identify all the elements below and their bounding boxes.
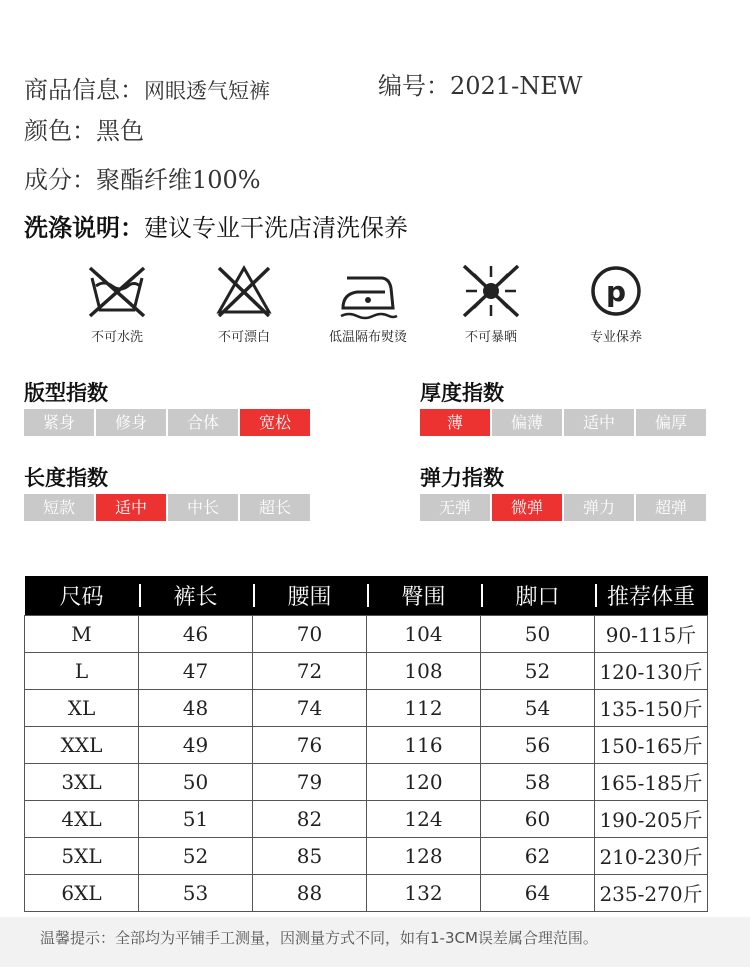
elasticity-option: 无弹 bbox=[420, 494, 490, 521]
table-cell: 120-130斤 bbox=[595, 652, 708, 689]
length-index-bar bbox=[24, 494, 312, 521]
table-cell: 50 bbox=[139, 763, 253, 800]
low-iron-cloth-icon bbox=[337, 262, 399, 320]
care-item-no-bleach bbox=[184, 262, 304, 345]
table-cell: 72 bbox=[253, 652, 367, 689]
fit-option: 修身 bbox=[96, 409, 166, 436]
thickness-option: 偏薄 bbox=[492, 409, 562, 436]
composition-value: 聚酯纤维100% bbox=[96, 166, 261, 194]
table-row bbox=[25, 689, 708, 726]
color-value: 黑色 bbox=[96, 117, 144, 145]
svg-text:p: p bbox=[605, 275, 627, 308]
care-item-no-wash bbox=[57, 262, 177, 345]
size-table-header bbox=[25, 576, 708, 615]
fit-option: 紧身 bbox=[24, 409, 94, 436]
elasticity-option: 微弹 bbox=[492, 494, 562, 521]
product-code-label: 编号： bbox=[378, 72, 450, 100]
composition-label: 成分： bbox=[24, 166, 96, 194]
product-code-value: 2021-NEW bbox=[450, 72, 583, 100]
thickness-option: 薄 bbox=[420, 409, 490, 436]
table-cell: 116 bbox=[367, 726, 481, 763]
table-cell: XXL bbox=[25, 726, 139, 763]
length-option: 短款 bbox=[24, 494, 94, 521]
column-header: 腰围 bbox=[253, 576, 367, 615]
table-cell: 48 bbox=[139, 689, 253, 726]
table-cell: 104 bbox=[367, 615, 481, 652]
product-info-value: 网眼透气短裤 bbox=[144, 79, 270, 103]
table-cell: 90-115斤 bbox=[595, 615, 708, 652]
product-code-line bbox=[378, 66, 582, 101]
care-label: 不可漂白 bbox=[217, 330, 270, 345]
wash-instructions-label: 洗涤说明： bbox=[24, 214, 144, 242]
table-cell: 112 bbox=[367, 689, 481, 726]
product-info-line bbox=[24, 70, 270, 105]
table-row bbox=[25, 652, 708, 689]
table-row bbox=[25, 726, 708, 763]
elasticity-index-bar bbox=[420, 494, 708, 521]
table-cell: 60 bbox=[481, 800, 595, 837]
table-cell: 62 bbox=[481, 837, 595, 874]
care-item-no-sun bbox=[431, 262, 551, 345]
care-item-professional bbox=[556, 262, 676, 345]
table-cell: 56 bbox=[481, 726, 595, 763]
table-cell: 47 bbox=[139, 652, 253, 689]
professional-care-icon bbox=[585, 262, 647, 320]
elasticity-option: 弹力 bbox=[564, 494, 634, 521]
table-cell: 3XL bbox=[25, 763, 139, 800]
table-cell: 76 bbox=[253, 726, 367, 763]
care-label: 不可水洗 bbox=[90, 330, 143, 345]
table-cell: M bbox=[25, 615, 139, 652]
table-cell: 58 bbox=[481, 763, 595, 800]
table-cell: 108 bbox=[367, 652, 481, 689]
care-label: 不可暴晒 bbox=[464, 330, 517, 345]
table-cell: 74 bbox=[253, 689, 367, 726]
footer-note bbox=[0, 917, 750, 967]
table-cell: 6XL bbox=[25, 874, 139, 911]
no-wash-icon bbox=[86, 262, 148, 320]
column-header: 推荐体重 bbox=[595, 576, 708, 615]
table-cell: 82 bbox=[253, 800, 367, 837]
table-cell: 5XL bbox=[25, 837, 139, 874]
table-cell: 46 bbox=[139, 615, 253, 652]
thickness-option: 适中 bbox=[564, 409, 634, 436]
thickness-index-title: 厚度指数 bbox=[420, 381, 504, 405]
wash-instructions-line bbox=[24, 208, 408, 243]
table-cell: 49 bbox=[139, 726, 253, 763]
table-cell: 128 bbox=[367, 837, 481, 874]
table-cell: 150-165斤 bbox=[595, 726, 708, 763]
table-cell: 53 bbox=[139, 874, 253, 911]
table-cell: 85 bbox=[253, 837, 367, 874]
table-cell: 132 bbox=[367, 874, 481, 911]
fit-index-bar bbox=[24, 409, 312, 436]
table-row bbox=[25, 800, 708, 837]
table-cell: 52 bbox=[481, 652, 595, 689]
table-cell: 124 bbox=[367, 800, 481, 837]
elasticity-index-title: 弹力指数 bbox=[420, 466, 504, 490]
column-header: 裤长 bbox=[139, 576, 253, 615]
table-cell: 235-270斤 bbox=[595, 874, 708, 911]
column-header: 脚口 bbox=[481, 576, 595, 615]
table-cell: 50 bbox=[481, 615, 595, 652]
table-row bbox=[25, 615, 708, 652]
no-bleach-icon bbox=[213, 262, 275, 320]
table-cell: 210-230斤 bbox=[595, 837, 708, 874]
fit-option: 合体 bbox=[168, 409, 238, 436]
table-cell: 79 bbox=[253, 763, 367, 800]
table-cell: 52 bbox=[139, 837, 253, 874]
color-line bbox=[24, 111, 144, 146]
length-option: 中长 bbox=[168, 494, 238, 521]
table-cell: 88 bbox=[253, 874, 367, 911]
table-cell: 70 bbox=[253, 615, 367, 652]
column-header: 尺码 bbox=[25, 576, 139, 615]
table-cell: 64 bbox=[481, 874, 595, 911]
fit-index-title: 版型指数 bbox=[24, 381, 108, 405]
column-header: 臀围 bbox=[367, 576, 481, 615]
table-row bbox=[25, 874, 708, 911]
table-row bbox=[25, 763, 708, 800]
footer-text: 温馨提示：全部均为平铺手工测量，因测量方式不同，如有1-3CM误差属合理范围。 bbox=[40, 929, 598, 947]
size-table bbox=[24, 576, 708, 912]
composition-line bbox=[24, 160, 261, 195]
table-cell: L bbox=[25, 652, 139, 689]
table-cell: XL bbox=[25, 689, 139, 726]
table-cell: 51 bbox=[139, 800, 253, 837]
care-label: 低温隔布熨烫 bbox=[328, 330, 407, 345]
wash-instructions-value: 建议专业干洗店清洗保养 bbox=[144, 214, 408, 242]
care-item-low-iron bbox=[308, 262, 428, 345]
fit-option: 宽松 bbox=[240, 409, 310, 436]
product-info-label: 商品信息： bbox=[24, 76, 144, 104]
no-sun-icon bbox=[460, 262, 522, 320]
thickness-index-bar bbox=[420, 409, 708, 436]
table-row bbox=[25, 837, 708, 874]
length-option: 适中 bbox=[96, 494, 166, 521]
table-cell: 54 bbox=[481, 689, 595, 726]
elasticity-option: 超弹 bbox=[636, 494, 706, 521]
table-cell: 4XL bbox=[25, 800, 139, 837]
table-cell: 190-205斤 bbox=[595, 800, 708, 837]
table-cell: 135-150斤 bbox=[595, 689, 708, 726]
length-index-title: 长度指数 bbox=[24, 466, 108, 490]
table-cell: 165-185斤 bbox=[595, 763, 708, 800]
table-cell: 120 bbox=[367, 763, 481, 800]
thickness-option: 偏厚 bbox=[636, 409, 706, 436]
length-option: 超长 bbox=[240, 494, 310, 521]
care-label: 专业保养 bbox=[589, 330, 642, 345]
color-label: 颜色： bbox=[24, 117, 96, 145]
